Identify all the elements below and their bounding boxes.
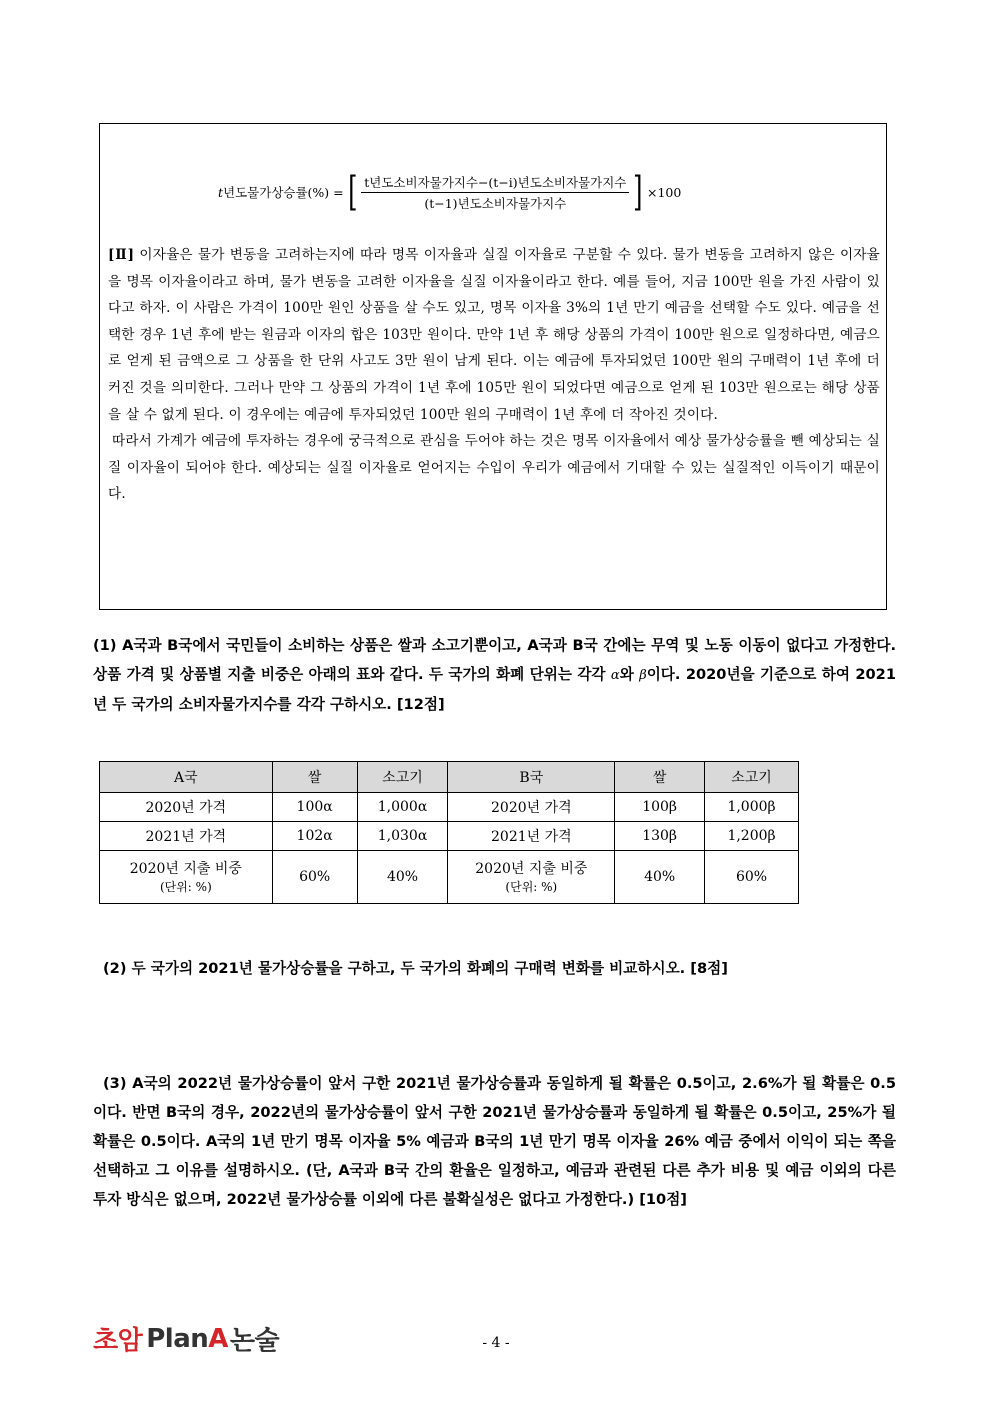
question-1 xyxy=(93,631,896,719)
formula-denominator: (t−1)년도소비자물가지수 xyxy=(424,195,567,211)
formula-right-bracket: ] xyxy=(633,169,643,215)
passage-paragraph-2: 따라서 가계가 예금에 투자하는 경우에 궁극적으로 관심을 두어야 하는 것은 명목 이자율에서 예상 물가상승률을 뺀 예상되는 실질 이자율이 되어야 한다. 예상되는 실질 이자율로 얻어지는 수입이 우리가 예금에서 기대할 수 있는 실질적인 이득이기 때문이다. xyxy=(108,433,880,503)
header-rice-a: 쌀 xyxy=(272,762,357,793)
passage-para1-text: 이자율은 물가 변동을 고려하는지에 따라 명목 이자율과 실질 이자율로 구분할 수 있다. 물가 변동을 고려하지 않은 이자율을 명목 이자율이라고 하며, 물가 변동을 고려한 이자율을 실질 이자율이라고 한다. 예를 들어, 지금 100만 원을 가진 사람이 있다고 하자. 이 사람은 가격이 100만 원인 상품을 살 수도 있고, 명목 이자율 3%의 1년 만기 예금을 선택할 수도 있다. 예금을 선택한 경우 1년 후에 받는 원금과 이자의 합은 103만 원이다. 만약 1년 후 해당 상품의 가격이 100만 원으로 일정하다면, 예금으로 얻게 된 금액으로 그 상품을 한 단위 사고도 3만 원이 남게 된다. 이는 예금에 투자되었던 100만 원의 구매력이 1년 후에 더 커진 것을 의미한다. 그러나 만약 그 상품의 가격이 1년 후에 105만 원이 되었다면 예금으로 얻게 된 103만 원으로는 해당 상품을 살 수 없게 된다. 이 경우에는 예금에 투자되었던 100만 원의 구매력이 1년 후에 더 작아진 것이다. xyxy=(108,247,880,423)
page-number: - 4 - xyxy=(482,1335,510,1351)
header-beef-b: 소고기 xyxy=(705,762,799,793)
inflation-formula xyxy=(218,168,778,216)
q1-text-part2: 이다. 2020년을 기준으로 하여 2021년 두 국가의 소비자물가지수를 각각 구하시오. [12점] xyxy=(93,666,896,713)
header-country-a: A국 xyxy=(100,762,273,793)
table-header-row xyxy=(100,762,799,793)
table-cell: 60% xyxy=(705,851,799,904)
table-cell: 40% xyxy=(357,851,448,904)
table-cell: 40% xyxy=(615,851,705,904)
logo-nonsul: 논술 xyxy=(229,1326,280,1356)
table-cell: 2020년 가격 xyxy=(448,793,615,822)
q1-text-part1: (1) A국과 B국에서 국민들이 소비하는 상품은 쌀과 소고기뿐이고, A국과 B국 간에는 무역 및 노동 이동이 없다고 가정한다. 상품 가격 및 상품별 지출 비중은 아래의 표와 같다. 두 국가의 화폐 단위는 각각 xyxy=(93,637,896,683)
formula-fraction xyxy=(361,173,629,212)
header-country-b: B국 xyxy=(448,762,615,793)
table-cell: 102α xyxy=(272,822,357,851)
header-beef-a: 소고기 xyxy=(357,762,448,793)
formula-lhs: t년도물가상승률(%) = xyxy=(218,185,344,200)
formula-left-bracket: [ xyxy=(347,169,358,215)
table-row xyxy=(100,822,799,851)
table-cell: 100α xyxy=(272,793,357,822)
table-cell: 1,000α xyxy=(357,793,448,822)
table-cell-share-label-b xyxy=(448,851,615,904)
brand-logo xyxy=(93,1320,279,1357)
q1-alpha: α xyxy=(610,668,620,683)
table-cell: 1,030α xyxy=(357,822,448,851)
formula-multiplier: ×100 xyxy=(646,184,682,200)
table-cell: 2021년 가격 xyxy=(100,822,273,851)
share-unit-text: (단위: %) xyxy=(505,880,558,894)
table-cell-share-label-a xyxy=(100,851,273,904)
share-unit-text: (단위: %) xyxy=(159,880,212,894)
passage-text xyxy=(108,242,880,508)
question-3: (3) A국의 2022년 물가상승률이 앞서 구한 2021년 물가상승률과 동일하게 될 확률은 0.5이고, 2.6%가 될 확률은 0.5이다. 반면 B국의 경우, 2022년의 물가상승률이 앞서 구한 2021년 물가상승률과 동일하게 될 확률은 0.5이고, 25%가 될 확률은 0.5이다. A국의 1년 만기 명목 이자율 5% 예금과 B국의 1년 만기 명목 이자율 26% 예금 중에서 이익이 되는 쪽을 선택하고 그 이유를 설명하시오. (단, A국과 B국 간의 환율은 일정하고, 예금과 관련된 다른 추가 비용 및 예금 이외의 다른 투자 방식은 없으며, 2022년 물가상승률 이외에 다른 불확실성은 없다고 가정한다.) [10점] xyxy=(93,1075,896,1208)
share-label-text: 2020년 지출 비중 xyxy=(129,861,242,877)
logo-a: A xyxy=(208,1323,228,1354)
table-cell: 130β xyxy=(615,822,705,851)
share-label-text: 2020년 지출 비중 xyxy=(475,861,588,877)
price-table xyxy=(99,761,799,904)
table-cell: 2021년 가격 xyxy=(448,822,615,851)
table-cell: 1,000β xyxy=(705,793,799,822)
passage-label: [Ⅱ] xyxy=(108,247,135,263)
table-cell: 100β xyxy=(615,793,705,822)
q1-beta: β xyxy=(639,668,647,683)
logo-plan: Plan xyxy=(146,1323,209,1354)
q1-and: 와 xyxy=(619,666,640,683)
question-2: (2) 두 국가의 2021년 물가상승률을 구하고, 두 국가의 화폐의 구매력 변화를 비교하시오. [8점] xyxy=(103,960,728,977)
table-cell: 60% xyxy=(272,851,357,904)
table-row xyxy=(100,793,799,822)
logo-cho: 초암 xyxy=(93,1326,143,1356)
formula-numerator: t년도소비자물가지수−(t−i)년도소비자물가지수 xyxy=(361,173,629,193)
header-rice-b: 쌀 xyxy=(615,762,705,793)
table-cell: 1,200β xyxy=(705,822,799,851)
table-row xyxy=(100,851,799,904)
table-cell: 2020년 가격 xyxy=(100,793,273,822)
passage-paragraph-1 xyxy=(108,242,880,428)
